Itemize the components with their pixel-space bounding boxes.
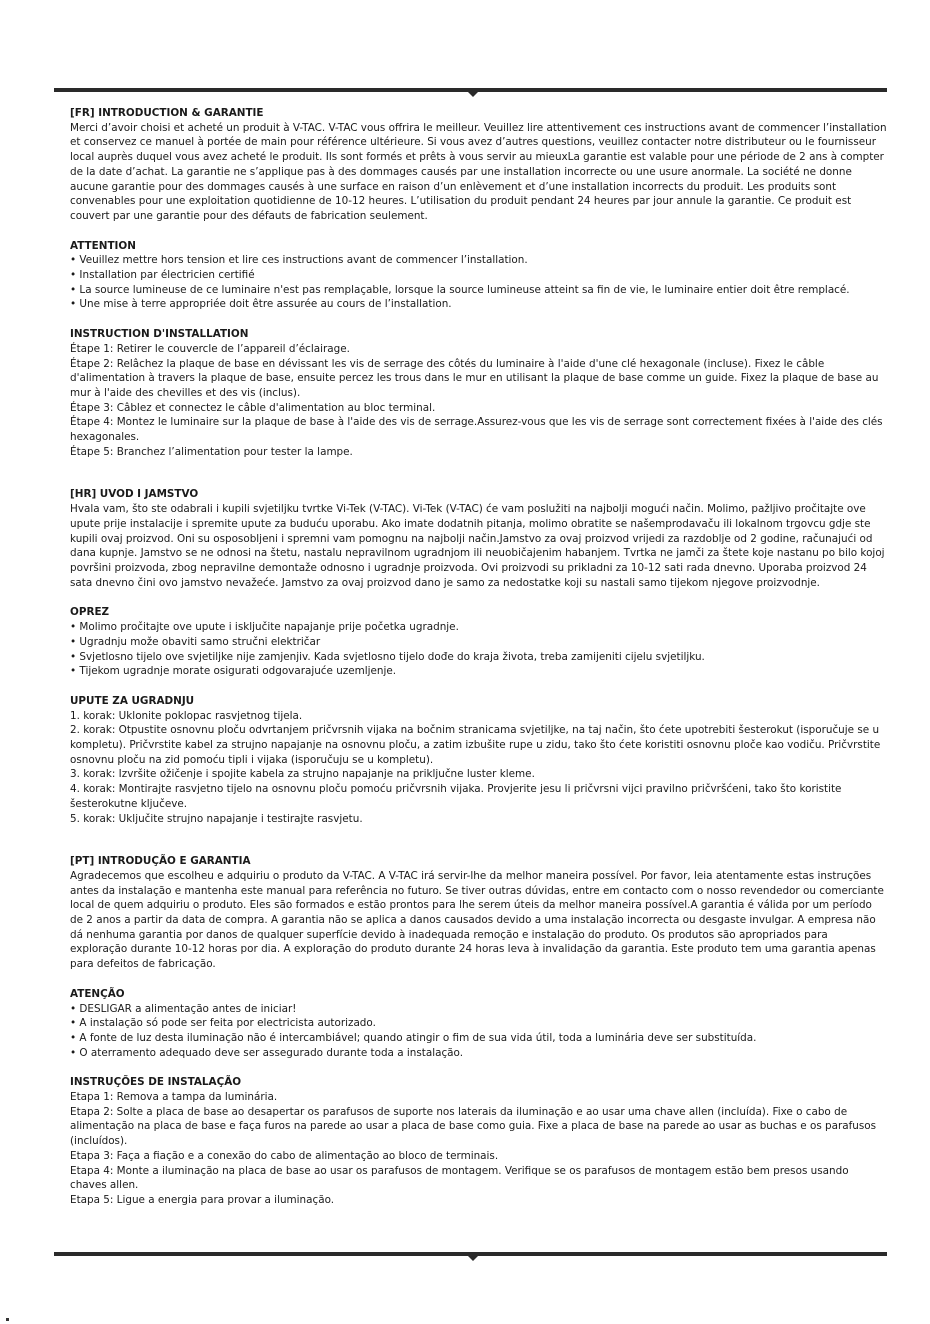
list-item: 5. korak: Uključite strujno napajanje i testirajte rasvjetu. [70,812,363,825]
hr-install-list [70,709,888,827]
hr-intro: Hvala vam, što ste odabrali i kupili svjetiljku tvrtke Vi-Tek (V-TAC). Vi-Tek (V-TAC) će vam poslužiti na najbolji mogući način. Molimo, pažljivo pročitajte ove upute prije instalacije i spremite upute za buduću uporabu. Ako imate dodatnih pitanja, molimo obratite se našemprodavaču ili lokalnom trgovcu gdje ste kupili ovaj proizvod. Oni su osposobljeni i spremni vam pomognu na najbolji način.Jamstvo za ovaj proizvod vrijedi za razdoblje od 2 godine, računajući od dana kupnje. Jamstvo se ne odnosi na štetu, nastalu nepravilnom ugradnjom ili neuobičajenim habanjem. Tvrtka ne jamči za štete koje nastanu po bilo kojoj površini proizvoda, zbog nepravilne demontaže odnosno i ugradnje proizvoda. Ovi proizvodi su prikladni za 10-12 sati rada dnevno. Uporaba proizvod 24 sata dnevno čini ovo jamstvo nevažeće. Jamstvo za ovaj proizvod dano je samo za nedostatke koji su nastali samo tijekom njegove proizvodnje. [70,503,885,589]
list-item: • A instalação só pode ser feita por electricista autorizado. [70,1017,376,1030]
pt-attention-title: ATENÇÃO [70,987,125,1000]
list-item: • DESLIGAR a alimentação antes de iniciar! [70,1002,297,1015]
list-item: Etapa 3: Faça a fiação e a conexão do cabo de alimentação ao bloco de terminais. [70,1149,499,1162]
list-item: Étape 5: Branchez l’alimentation pour tester la lampe. [70,445,353,458]
bottom-divider-notch [467,1255,479,1261]
pt-install-title: INSTRUÇÕES DE INSTALAÇÃO [70,1076,242,1089]
pt-install-list [70,1090,888,1208]
fr-intro: Merci d’avoir choisi et acheté un produit à V-TAC. V-TAC vous offrira le meilleur. Veuillez lire attentivement ces instructions avant de commencer l’installation et conservez ce manuel à portée de main pour référence ultérieure. Si vous avez d’autres questions, veuillez contacter notre distributeur ou le fournisseur local auprès duquel vous avez acheté le produit. Ils sont formés et prêts à vous servir au mieuxLa garantie est valable pour une période de 2 ans à compter de la date d’achat. La garantie ne s’applique pas à des dommages causés par une installation incorrecte ou une usure anormale. La société ne donne aucune garantie pour des dommages causés à une surface en raison d’un enlèvement et d’une installation incorrects du produit. Les produits sont convenables pour une exploitation quotidienne de 10-12 heures. L’utilisation du produit pendant 24 heures par jour annule la garantie. Ce produit est couvert par une garantie pour des défauts de fabrication seulement. [70,121,887,222]
pt-intro: Agradecemos que escolheu e adquiriu o produto da V-TAC. A V-TAC irá servir-lhe da melhor maneira possível. Por favor, leia atentamente estas instruções antes da instalação e mantenha este manual para referência no futuro. Se tiver outras dúvidas, entre em contacto com o nosso revendedor ou comerciante local de quem adquiriu o produto. Eles são formados e estão prontos para lhe serem úteis da melhor maneira possível.A garantia é válida por um período de 2 anos a partir da data de compra. A garantia não se aplica a danos causados devido a uma instalação incorrecta ou desgaste invulgar. A empresa não dá nenhuma garantia por danos de qualquer superfície devido à inadequada remoção e instalação do produto. Os produtos são apropriados para exploração durante 10-12 horas por dia. A exploração do produto durante 24 horas leva à invalidação da garantia. Este produto tem uma garantia apenas para defeitos de fabricação. [70,869,884,971]
list-item: 4. korak: Montirajte rasvjetno tijelo na osnovnu ploču pomoću pričvrsnih vijaka. Provjerite jesu li pričvrsni vijci pravilno pričvršćeni, tako što koristite šesterokutne ključeve. [70,783,842,810]
hr-attention-title: OPREZ [70,606,110,619]
fr-title: [FR] INTRODUCTION & GARANTIE [70,107,264,119]
hr-install-title: UPUTE ZA UGRADNJU [70,694,195,707]
section-pt [70,854,888,1207]
list-item: • La source lumineuse de ce luminaire n'est pas remplaçable, lorsque la source lumineuse atteint sa fin de vie, le luminaire entier doit être remplacé. [70,283,850,296]
section-hr [70,487,888,826]
list-item: • Molimo pročitajte ove upute i isključite napajanje prije početka ugradnje. [70,621,459,634]
list-item: • Tijekom ugradnje morate osigurati odgovarajuće uzemljenje. [70,665,397,678]
list-item: Étape 3: Câblez et connectez le câble d'alimentation au bloc terminal. [70,401,436,414]
pt-attention-list [70,1002,888,1061]
list-item: • Une mise à terre appropriée doit être assurée au cours de l’installation. [70,298,452,311]
list-item: Etapa 5: Ligue a energia para provar a iluminação. [70,1194,335,1206]
top-divider-notch [467,91,479,97]
fr-install-list [70,342,888,460]
list-item: Etapa 1: Remova a tampa da luminária. [70,1091,278,1104]
document-body [70,106,888,1208]
list-item: • Installation par électricien certifié [70,269,255,282]
list-item: • Ugradnju može obaviti samo stručni električar [70,635,321,648]
fr-attention-list [70,253,888,312]
list-item: 1. korak: Uklonite poklopac rasvjetnog tijela. [70,709,303,722]
list-item: • Svjetlosno tijelo ove svjetiljke nije zamjenjiv. Kada svjetlosno tijelo dođe do kraja života, treba zamijeniti cijelu svjetiljku. [70,650,705,663]
list-item: Étape 1: Retirer le couvercle de l’appareil d’éclairage. [70,342,350,355]
list-item: • A fonte de luz desta iluminação não é intercambiável; quando atingir o fim de sua vida útil, toda a luminária deve ser substituída. [70,1031,757,1044]
list-item: • Veuillez mettre hors tension et lire ces instructions avant de commencer l’installation. [70,254,528,267]
pt-title: [PT] INTRODUÇÃO E GARANTIA [70,855,251,868]
list-item: 2. korak: Otpustite osnovnu ploču odvrtanjem pričvrsnih vijaka na bočnim stranicama svjetiljke, na taj način, što ćete upotrebiti šesterokut (isporučuje se u kompletu). Pričvrstite kabel za strujno napajanje na osnovnu ploču, a zatim izbušite rupe u zidu, tako što ćete koristiti osnovnu ploče kao vodiču. Pričvrstite osnovnu ploču na zid pomoću tipli i vijaka (isporučuju se u kompletu). [70,724,881,766]
fr-attention-title: ATTENTION [70,239,136,252]
fr-install-title: INSTRUCTION D'INSTALLATION [70,328,249,341]
list-item: Étape 2: Relâchez la plaque de base en dévissant les vis de serrage des côtés du luminaire à l'aide d'une clé hexagonale (incluse). Fixez le câble d'alimentation à travers la plaque de base, ensuite percez les trous dans le mur en utilisant la plaque de base comme un guide. Fixez la plaque de base au mur à l'aide des chevilles et des vis (inclus). [70,357,879,399]
list-item: • O aterramento adequado deve ser assegurado durante toda a instalação. [70,1046,464,1059]
list-item: Etapa 2: Solte a placa de base ao desapertar os parafusos de suporte nos laterais da iluminação e ao usar uma chave allen (incluída). Fixe o cabo de alimentação na placa de base e faça furos na parede ao usar a placa de base como guia. Fixe a placa de base na parede ao usar as buchas e os parafusos (incluídos). [70,1105,877,1148]
hr-attention-list [70,620,888,679]
hr-title: [HR] UVOD I JAMSTVO [70,488,199,501]
list-item: 3. korak: Izvršite ožičenje i spojite kabela za strujno napajanje na priključne luster kleme. [70,768,535,781]
section-fr [70,106,888,459]
corner-mark [6,1318,9,1321]
list-item: Étape 4: Montez le luminaire sur la plaque de base à l'aide des vis de serrage.Assurez-vous que les vis de serrage sont correctement fixées à l'aide des clés hexagonales. [70,416,883,444]
list-item: Etapa 4: Monte a iluminação na placa de base ao usar os parafusos de montagem. Verifique se os parafusos de montagem estão bem presos usando chaves allen. [70,1164,849,1192]
